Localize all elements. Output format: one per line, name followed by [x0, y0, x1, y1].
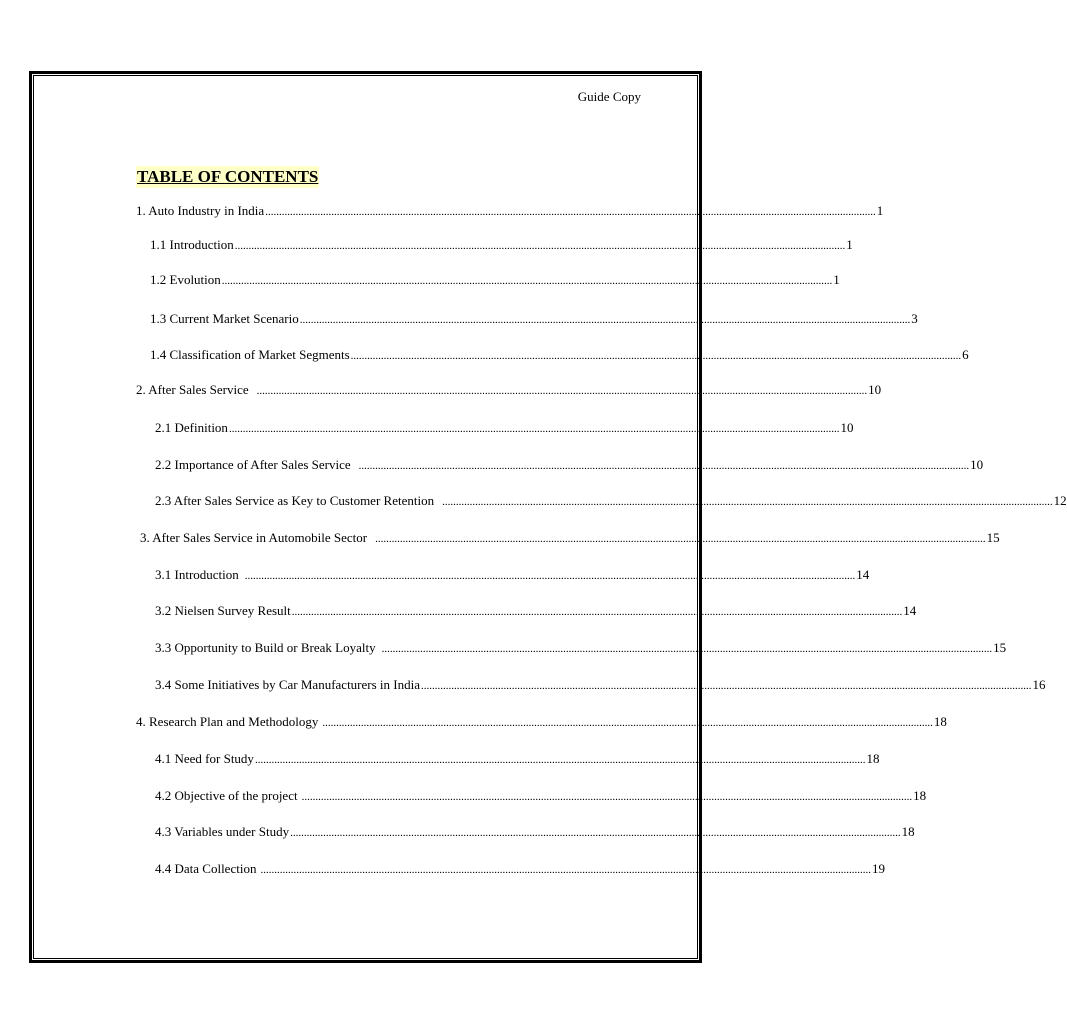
toc-entry — [155, 603, 917, 620]
toc-entry — [155, 861, 885, 878]
toc-entry-label: 1. Auto Industry in India — [136, 203, 265, 218]
toc-entry-page: 10 — [840, 420, 854, 435]
toc-leader: .............................................................................................................................................................................................................................. — [301, 791, 913, 803]
toc-entry — [136, 203, 884, 220]
toc-leader: .............................................................................................................................................................................................................................. — [322, 717, 933, 729]
toc-leader: .............................................................................................................................................................................................................................. — [265, 206, 876, 218]
toc-entry-label: 2.2 Importance of After Sales Service — [155, 457, 351, 472]
toc-entry-label: 4.3 Variables under Study — [155, 824, 290, 839]
toc-entry — [155, 788, 927, 805]
toc-entry-label: 1.3 Current Market Scenario — [150, 311, 299, 326]
toc-entry-page: 14 — [856, 567, 870, 582]
toc-entry-label: 2.1 Definition — [155, 420, 228, 435]
toc-entry — [155, 751, 880, 768]
toc-entry — [155, 457, 984, 474]
toc-entry-page: 16 — [1032, 677, 1046, 692]
toc-entry-page: 12 — [1053, 493, 1067, 508]
toc-entry-page: 10 — [970, 457, 984, 472]
toc-entry-label: 3.2 Nielsen Survey Result — [155, 603, 291, 618]
toc-entry — [150, 237, 853, 254]
toc-entry-page: 6 — [962, 347, 969, 362]
toc-entry — [140, 530, 1000, 547]
toc-entry-page: 1 — [876, 203, 884, 218]
toc-entry-label: 1.4 Classification of Market Segments — [150, 347, 350, 362]
toc-entry — [150, 272, 840, 289]
toc-leader: .............................................................................................................................................................................................................................. — [442, 496, 1053, 508]
toc-leader: .............................................................................................................................................................................................................................. — [358, 460, 970, 472]
toc-entry-page: 15 — [986, 530, 1000, 545]
toc-leader: .............................................................................................................................................................................................................................. — [254, 754, 866, 766]
toc-entry-label: 4.2 Objective of the project — [155, 788, 298, 803]
toc-leader: .............................................................................................................................................................................................................................. — [375, 533, 986, 545]
toc-entry — [150, 311, 918, 328]
toc-entry-label: 4. Research Plan and Methodology — [136, 714, 319, 729]
toc-leader: .............................................................................................................................................................................................................................. — [421, 680, 1032, 692]
toc-entry — [155, 493, 1067, 510]
toc-entry-page: 18 — [901, 824, 915, 839]
toc-entry-page: 1 — [846, 237, 853, 252]
toc-leader: .............................................................................................................................................................................................................................. — [221, 275, 833, 287]
toc-entry-label: 1.1 Introduction — [150, 237, 234, 252]
toc-entry-page: 15 — [993, 640, 1007, 655]
toc-leader: .............................................................................................................................................................................................................................. — [256, 385, 868, 397]
toc-entry-label: 3.4 Some Initiatives by Car Manufacturers in India — [155, 677, 420, 692]
toc-leader: .............................................................................................................................................................................................................................. — [291, 606, 903, 618]
toc-entry — [155, 640, 1007, 657]
toc-entry-page: 14 — [903, 603, 917, 618]
toc-entry-page: 18 — [913, 788, 927, 803]
toc-leader: .............................................................................................................................................................................................................................. — [299, 314, 911, 326]
toc-entry-page: 10 — [868, 382, 882, 397]
toc-leader: .............................................................................................................................................................................................................................. — [244, 570, 856, 582]
toc-entry-label: 4.4 Data Collection — [155, 861, 257, 876]
toc-entry — [155, 567, 870, 584]
toc-leader: .............................................................................................................................................................................................................................. — [234, 240, 846, 252]
toc-entry-page: 18 — [933, 714, 947, 729]
toc-entry — [155, 420, 854, 437]
toc-entry — [155, 824, 915, 841]
toc-entry-page: 3 — [911, 311, 918, 326]
toc-entry-label: 4.1 Need for Study — [155, 751, 254, 766]
toc-entry — [136, 382, 882, 399]
toc-entry-label: 3.1 Introduction — [155, 567, 239, 582]
toc-entry — [136, 714, 947, 731]
toc-entry-page: 19 — [871, 861, 885, 876]
toc-leader: .............................................................................................................................................................................................................................. — [350, 350, 962, 362]
toc-entry — [150, 347, 969, 364]
toc-entry-label: 3. After Sales Service in Automobile Sector — [140, 530, 368, 545]
toc-leader: .............................................................................................................................................................................................................................. — [228, 423, 840, 435]
toc-entry-label: 2. After Sales Service — [136, 382, 249, 397]
toc-entry-page: 18 — [866, 751, 880, 766]
toc-leader: .............................................................................................................................................................................................................................. — [381, 643, 993, 655]
guide-copy-label: Guide Copy — [577, 89, 641, 104]
toc-leader: .............................................................................................................................................................................................................................. — [290, 827, 901, 839]
toc-leader: .............................................................................................................................................................................................................................. — [260, 864, 871, 876]
toc-entry-label: 1.2 Evolution — [150, 272, 221, 287]
toc-entry-page: 1 — [833, 272, 840, 287]
toc-entry — [155, 677, 1046, 694]
toc-entry-label: 3.3 Opportunity to Build or Break Loyalty — [155, 640, 376, 655]
toc-title: TABLE OF CONTENTS — [137, 167, 319, 186]
toc-entry-label: 2.3 After Sales Service as Key to Customer Retention — [155, 493, 435, 508]
